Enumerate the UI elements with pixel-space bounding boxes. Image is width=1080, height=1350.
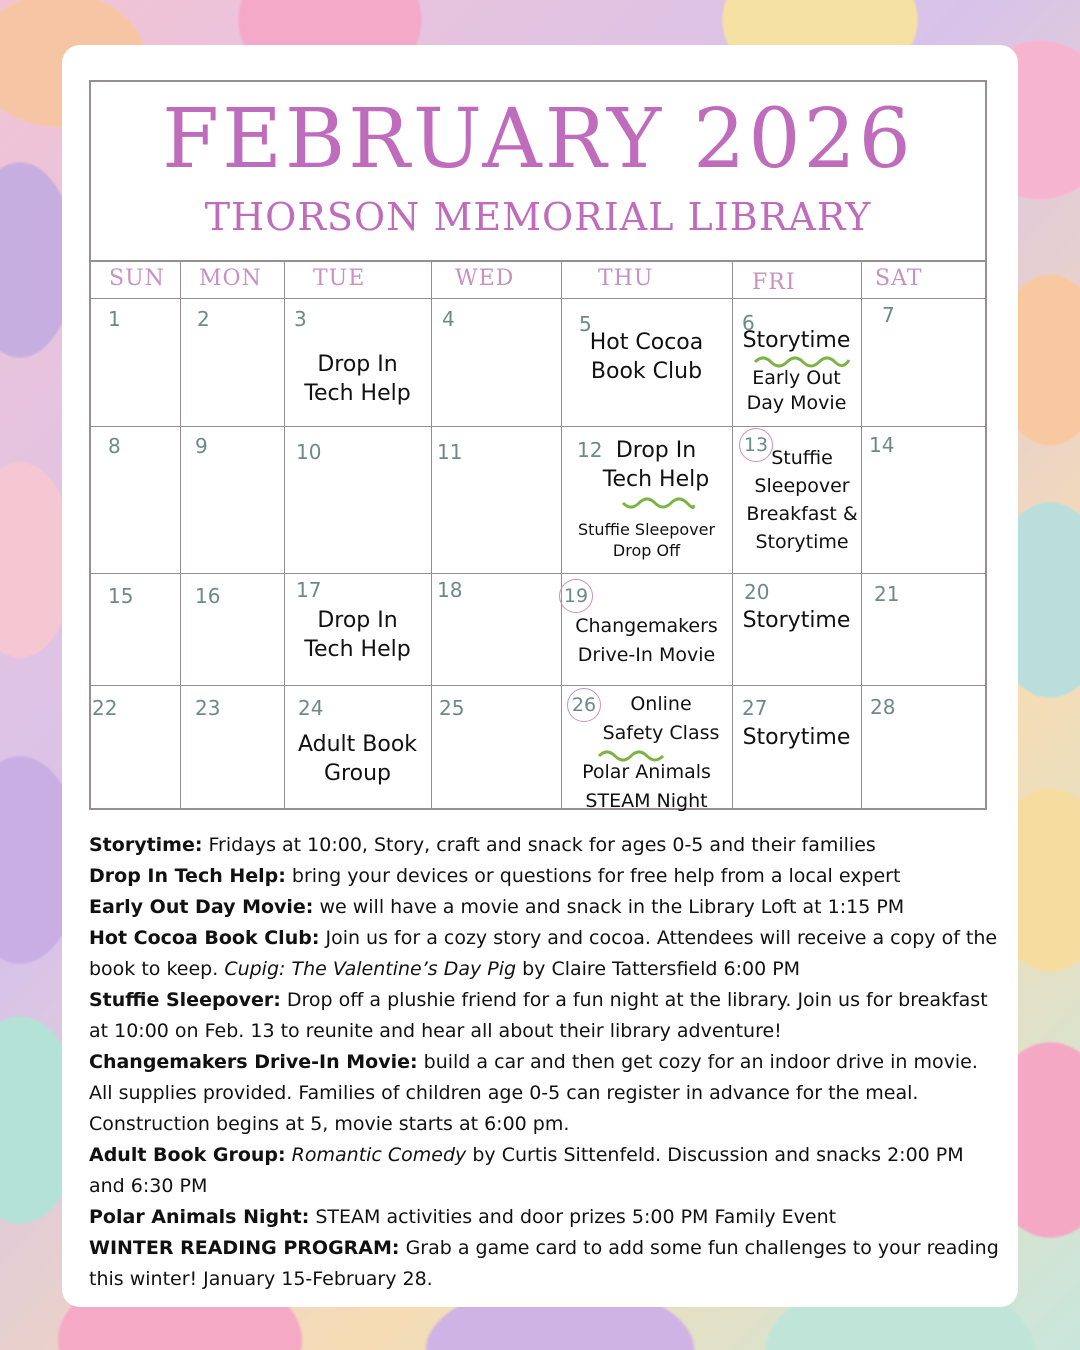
day-number: 27 [742,696,768,720]
day-number: 24 [298,696,324,720]
event-storytime: Storytime [742,725,851,750]
legend-polar [89,1202,999,1233]
day-number: 1 [108,307,121,331]
legend-text: Join us for a cozy story and cocoa. Attendees will receive a copy of the book to keep. [89,927,998,980]
legend-storytime [89,830,999,861]
legend-winter-reading [89,1233,999,1295]
legend-tech-help [89,861,999,892]
weekday-thu: THU [598,266,654,291]
legend-changemakers [89,1047,999,1140]
legend-text: Fridays at 10:00, Story, craft and snack for ages 0-5 and their families [202,834,876,856]
legend-label: Polar Animals Night: [89,1206,310,1228]
grid-line [91,426,985,427]
day-number: 17 [296,578,322,602]
event-changemakers-drive-in-movie: Changemakers Drive-In Movie [575,615,718,666]
legend-text: by Curtis Sittenfeld. Discussion and snacks 2:00 PM and 6:30 PM [89,1144,964,1197]
legend-text: Grab a game card to add some fun challenges to your reading this winter! January 15-February 28. [89,1237,999,1290]
grid-line [431,260,432,808]
legend-stuffie [89,985,999,1047]
day-number: 20 [744,580,770,604]
day-number: 22 [92,696,118,720]
grid-line [180,260,181,808]
day-number: 21 [874,582,900,606]
event-polar-animals-steam-night: Polar Animals STEAM Night [582,761,711,812]
day-number: 5 [579,312,592,336]
legend-label: Hot Cocoa Book Club: [89,927,320,949]
squiggle-underline [621,497,695,513]
day-number-circled: 26 [567,688,601,722]
weekday-sun: SUN [109,266,165,291]
day-number-circled: 19 [559,579,593,613]
weekday-tue: TUE [313,266,366,291]
legend-text: by Claire Tattersfield 6:00 PM [516,958,801,980]
day-number: 3 [294,307,307,331]
grid-line [91,573,985,574]
calendar-grid [89,80,987,810]
legend-early-out [89,892,999,923]
library-title: THORSON MEMORIAL LIBRARY [204,195,872,239]
event-adult-book-group: Adult Book Group [297,732,418,787]
grid-line [91,298,985,299]
weekday-sat: SAT [875,266,923,291]
legend-text: bring your devices or questions for free help from a local expert [285,865,901,887]
legend-label: Storytime: [89,834,203,856]
day-number: 2 [197,307,210,331]
event-descriptions [89,830,999,1295]
day-number: 7 [882,303,895,327]
event-storytime: Storytime [742,608,851,633]
grid-line [91,685,985,686]
legend-text: STEAM activities and door prizes 5:00 PM Family Event [309,1206,837,1228]
legend-book-title: Cupig: The Valentine’s Day Pig [224,958,517,980]
day-number: 25 [439,696,465,720]
legend-label: Drop In Tech Help: [89,865,286,887]
weekday-wed: WED [455,266,515,291]
header-divider [91,260,985,262]
legend-label: Early Out Day Movie: [89,896,314,918]
day-number: 15 [108,584,134,608]
legend-adult-book [89,1140,999,1202]
day-number: 4 [442,307,455,331]
legend-hot-cocoa [89,923,999,985]
day-number: 12 [577,438,603,462]
event-hot-cocoa-book-club: Hot Cocoa Book Club [589,330,704,385]
event-drop-in-tech-help: Drop In Tech Help [304,352,411,407]
month-title: FEBRUARY 2026 [162,92,914,187]
day-number: 6 [742,311,755,335]
day-number: 8 [108,434,121,458]
day-number: 11 [437,440,463,464]
event-stuffie-sleepover-breakfast: Stuffie Sleepover Breakfast & Storytime [746,447,858,553]
weekday-fri: FRI [752,270,796,295]
legend-label: Stuffie Sleepover: [89,989,281,1011]
event-early-out-day-movie: Early Out Day Movie [746,367,847,415]
day-number: 28 [870,695,896,719]
event-online-safety-class: Online Safety Class [602,693,720,744]
event-stuffie-sleepover-drop-off: Stuffie Sleepover Drop Off [577,520,716,561]
day-number-circled: 13 [739,428,773,462]
day-number: 9 [195,434,208,458]
legend-text: build a car and then get cozy for an indoor drive in movie. All supplies provided. Families of children age 0-5 can register in advance for the meal. Construction begins at 5, movie starts at 6:00 pm. [89,1051,978,1135]
day-number: 16 [195,584,221,608]
day-number: 14 [869,433,895,457]
legend-text: Drop off a plushie friend for a fun night at the library. Join us for breakfast at 10:00 on Feb. 13 to reunite and hear all about their library adventure! [89,989,988,1042]
legend-label: Changemakers Drive-In Movie: [89,1051,418,1073]
legend-label: Adult Book Group: [89,1144,286,1166]
grid-line [284,260,285,808]
event-drop-in-tech-help: Drop In Tech Help [602,438,710,493]
event-drop-in-tech-help: Drop In Tech Help [304,608,411,663]
day-number: 10 [296,440,322,464]
legend-label: WINTER READING PROGRAM: [89,1237,400,1259]
day-number: 18 [437,578,463,602]
legend-book-title: Romantic Comedy [291,1144,467,1166]
weekday-mon: MON [199,266,262,291]
day-number: 23 [195,696,221,720]
legend-text: we will have a movie and snack in the Library Loft at 1:15 PM [313,896,905,918]
event-storytime: Storytime [742,328,851,353]
